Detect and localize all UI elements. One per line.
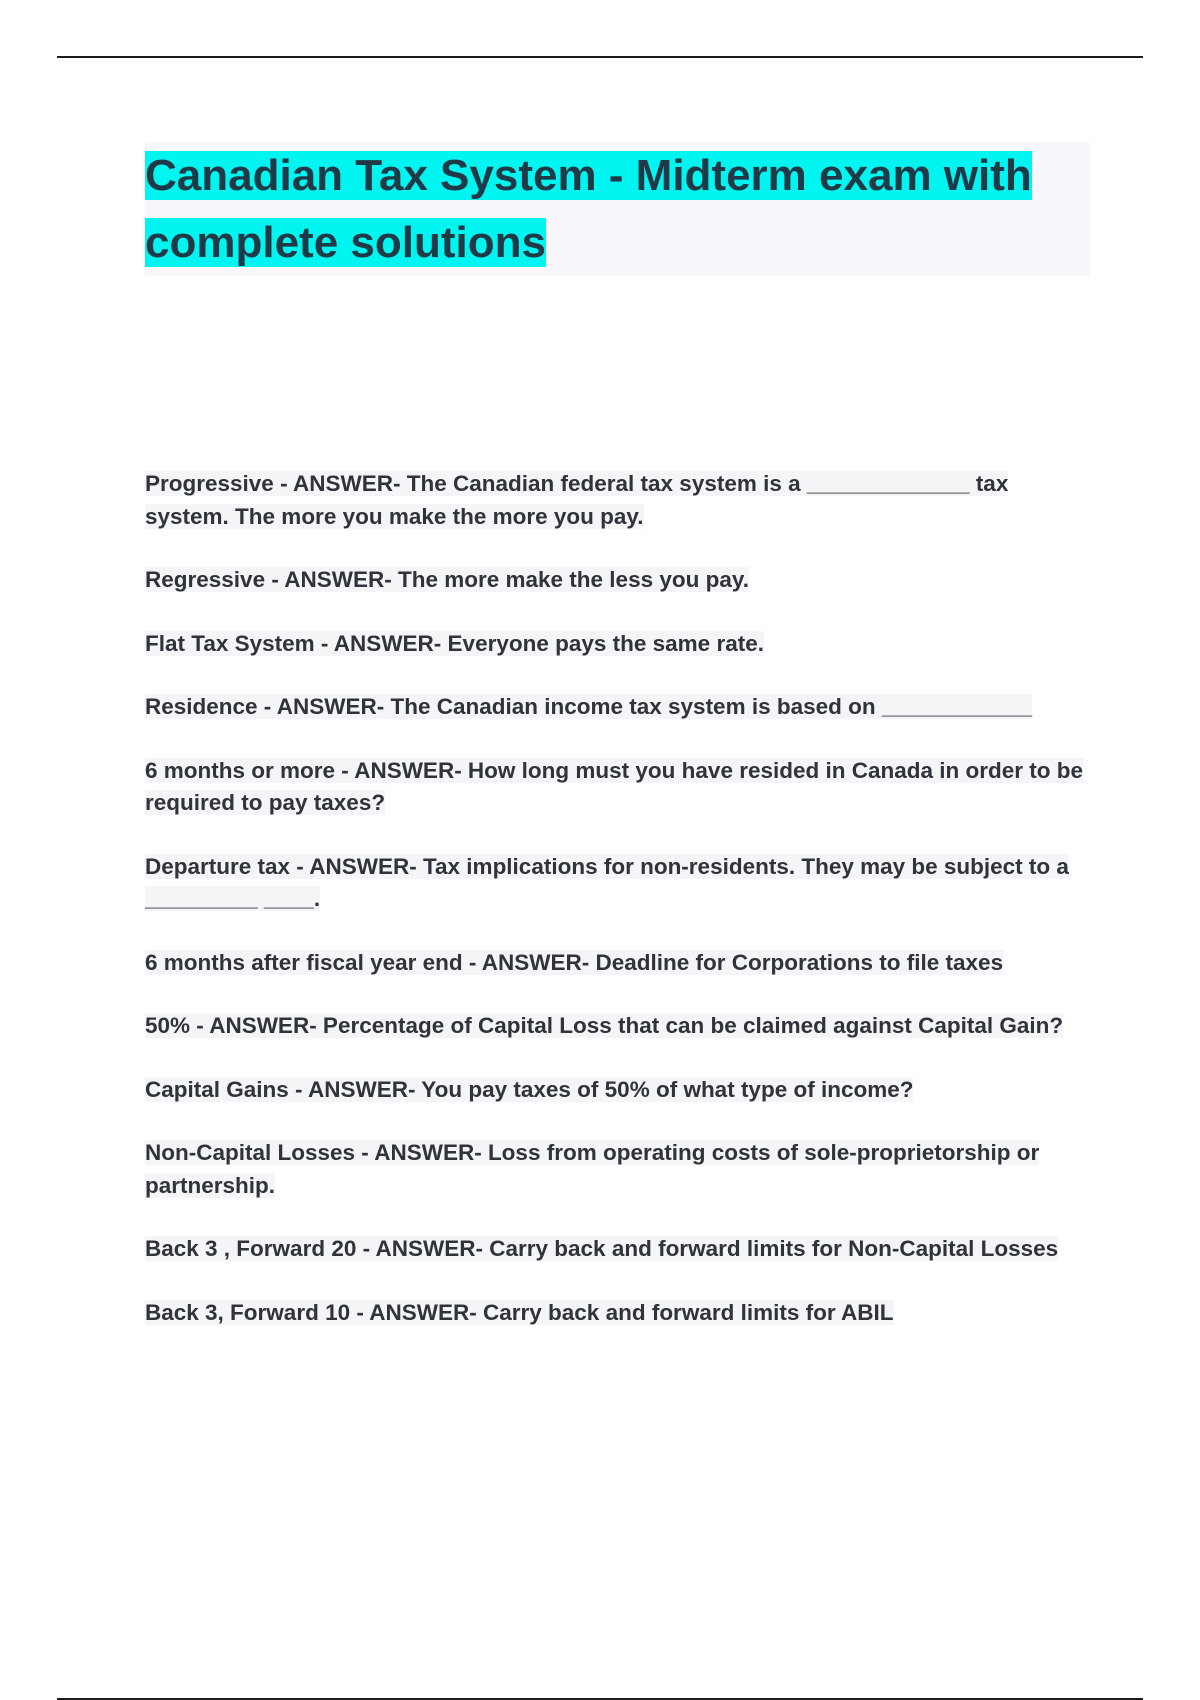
qa-item — [145, 1137, 1090, 1202]
qa-list — [145, 468, 1090, 1360]
qa-item — [145, 755, 1090, 820]
qa-item — [145, 468, 1090, 533]
qa-item — [145, 947, 1090, 980]
qa-item-text: 6 months after fiscal year end - ANSWER- Deadline for Corporations to file taxes — [145, 949, 1004, 975]
qa-item — [145, 1233, 1090, 1266]
qa-item-text: Regressive - ANSWER- The more make the less you pay. — [145, 567, 749, 592]
qa-item-text: Back 3, Forward 10 - ANSWER- Carry back and forward limits for ABIL — [145, 1299, 894, 1325]
title-block — [145, 142, 1090, 276]
qa-item-text: Departure tax - ANSWER- Tax implications for non-residents. They may be subject to a _________ ____. — [145, 853, 1069, 911]
qa-item-text: Non-Capital Losses - ANSWER- Loss from operating costs of sole-proprietorship or partnership. — [145, 1140, 1040, 1198]
document-title — [145, 142, 1090, 276]
qa-item-text: Residence - ANSWER- The Canadian income tax system is based on ____________ — [145, 694, 1033, 719]
qa-item — [145, 628, 1090, 661]
qa-item-text: 6 months or more - ANSWER- How long must you have resided in Canada in order to be required to pay taxes? — [145, 757, 1084, 815]
qa-item-text: Capital Gains - ANSWER- You pay taxes of 50% of what type of income? — [145, 1076, 914, 1102]
qa-item-text: Progressive - ANSWER- The Canadian federal tax system is a _____________ tax system. The more you make the more you pay. — [145, 471, 1009, 529]
qa-item — [145, 1010, 1090, 1043]
qa-item — [145, 1297, 1090, 1330]
qa-item — [145, 1074, 1090, 1107]
qa-item-text: 50% - ANSWER- Percentage of Capital Loss that can be claimed against Capital Gain? — [145, 1013, 1064, 1038]
qa-item — [145, 691, 1090, 724]
title-highlight: Canadian Tax System - Midterm exam with complete solutions — [145, 151, 1032, 267]
qa-item — [145, 851, 1090, 916]
header-rule — [57, 56, 1143, 58]
qa-item-text: Flat Tax System - ANSWER- Everyone pays the same rate. — [145, 630, 764, 656]
qa-item — [145, 564, 1090, 597]
qa-item-text: Back 3 , Forward 20 - ANSWER- Carry back and forward limits for Non-Capital Losses — [145, 1236, 1059, 1261]
